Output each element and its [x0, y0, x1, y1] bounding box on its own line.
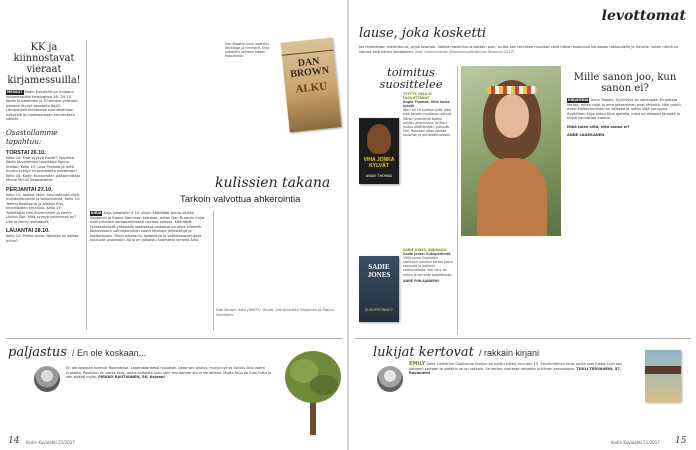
kulissien-body-text: Kirja julkaistiin 9.10. Kirjan kääntäjät Jorma-Veikko Sappinen ja Raimo Salminen kertovat, miten Dan Brownin kirjat ovat julkaistu samanaikaisesti useissa maissa. Kääntäjät työskentelivät yhteisellä salaisessa paikassa suurella kiireellä. Käännöksen valmistuminen vaatii tarkkoja järjestelyjä ja luottamusta. Tiiviis aikataulu, tietoturva ja vaitiolosopimukset kuuluvat prosessiin. Kirja on julkaistu suomeksi nimellä Alku. — [90, 211, 205, 242]
lause-quote — [359, 45, 689, 54]
tree-canopy-dark — [310, 375, 338, 395]
day-2-heading: PERJANTAI 27.10. — [6, 186, 53, 193]
section1-label: TYYTYY, JOKA EI LUOVUTTANUT — [403, 92, 432, 101]
kulissien-caption: Dan Brownin suuri odotettu lähitilaaja ja nimmarit. Kirja julkaistiin samaan aikaan maailmalla. — [225, 42, 270, 59]
day-3-heading: LAUANTAI 28.10. — [6, 228, 50, 234]
kulissien-subtitle: Tarkoin valvottua ahkerointia — [180, 194, 301, 205]
sadie-subtitle: SUKUPERINNÖT — [364, 308, 394, 312]
kk-intro — [6, 90, 82, 122]
left-footer: Kodin Kuvalehti 21/2017 — [26, 440, 75, 445]
interview-tag: KIRJAMINÄ — [568, 98, 589, 102]
day-1-text: Kello 14: Mitä syysyö tuolle?, tarjoilee Kodin Kuvalehden toimittaja Sanna Stellan. Kello 15: Liisa Pekkala ja mitä muuta syksyn kirjavuodelta odotetaan? Kello 16: Kodin Kuvalehden päätoimittaja Minna McGill haastattelee. — [6, 155, 80, 182]
kulissien-body — [90, 211, 210, 337]
section-divider-right — [355, 338, 691, 339]
right-footer: Kodin Kuvalehti 21/2017 — [611, 440, 660, 445]
toimitus-section-1 — [403, 92, 453, 137]
day-1 — [6, 150, 82, 183]
kk-title: KK ja kiinnostavat vieraat kirjamessuilla! — [7, 42, 81, 86]
sadie-title: SADIE JONES — [367, 263, 391, 279]
portrait-top — [477, 158, 547, 236]
right-page-number: 15 — [675, 436, 687, 446]
toimitus-title: toimitus suosittelee — [379, 65, 443, 91]
right-page — [349, 0, 696, 450]
lukijat-header — [373, 341, 539, 360]
toimitus-credit: ANNE PIHLAJANIEMI — [403, 278, 439, 283]
cover-title: ALKU — [294, 80, 328, 96]
portrait-photo — [461, 66, 561, 236]
column-divider-3 — [457, 66, 458, 334]
paljastus-quote-text: En ole koskaan lukenut Raamattua. Legendaarisesti haluaisin lukea sen joskus, mutta nyt se tuntuu liian isolta urakalta. Pasiinkin on paras teos, jonka kaltaista luen vain muutaman sivun kerrallaan. Mutta kirja on ihan tuttu ja sen sisältö myös. — [66, 366, 272, 379]
kk-tag: MESSUT — [7, 90, 23, 94]
kk-intro-text: Kodin Kuvalehti on mukana kirjamessuilla Helsingissä 26.–29.10. Kodin Kuvalehden ja ET-lehden yhteisen osaston löydyt osastolta 6g42. Lämpimästi tervetuloa kuuntelemaan esityksiä ja moikkaamaan toimituksen väkeä! — [6, 90, 78, 121]
lukijat-avatar — [377, 366, 403, 392]
paljastus-header — [8, 341, 146, 360]
program-title: Osastollamme tapahtuu: — [6, 127, 58, 146]
viha-title: VIHA JONKA KYLVÄT — [363, 157, 395, 169]
viha-book-cover — [359, 118, 399, 184]
interview-credit: ANNE LAUKKANEN — [567, 133, 605, 137]
section1-text: Starr on 16-vuotias tyttö, joka elää kahden maailman välissä. Hänen ystävänsä kuolee poliisin ampumana, ja Starr joutuu päättämään, puhuuko hän. Romaani ottaa kantaa rasismiin ja poliisiväkivaltaan. — [403, 108, 453, 137]
day-3 — [6, 228, 82, 243]
section2-author: Sadie Jones: Sukuperinnöt — [403, 252, 451, 257]
lause-credit: Anni Saukkoranta: Depressiopäiväkirjat (Kosmos 2017) — [415, 49, 515, 54]
kulissien-title: kulissien takana — [215, 175, 331, 191]
kulissien-tag: KIRJA — [91, 211, 102, 215]
section2-label: SADIE JONES, KIRJAILIJA — [403, 248, 447, 252]
left-page — [0, 0, 347, 450]
day-3-text: Kello 12: Pirkko Arola: Naisista on valtaa mihin? — [6, 234, 79, 243]
interview-quote: Mille sanon joo, kun sanon ei? — [573, 72, 677, 94]
emily-cover-band — [645, 366, 681, 374]
lukijat-subtitle: / rakkain kirjani — [478, 348, 539, 358]
toimitus-section-2 — [403, 248, 453, 283]
flower-crown — [487, 86, 537, 94]
interview-body-text: Anna Talpale, Syyllisyys on sananpää. Kirjoittaja kertoo, miten rajat ja oma jaksaminen ovat tärkeitä. Hän pohtii, miksi kieltäytyminen on vaikeaa ja miten siitä voi oppia. Syvällinen kirja antaa tilaa ajatella, mikä on oikeasti tärkeää ja mistä kannattaa luopua. — [567, 98, 682, 120]
header-word: levottomat — [601, 8, 686, 24]
paljastus-attribution: PIRKKO RAUTIAINEN, 58, Kajaani — [98, 375, 165, 379]
interview-highlight: Mikä tulee siitä, että sanoo ei? — [567, 124, 630, 129]
paljastus-avatar — [34, 366, 60, 392]
day-2 — [6, 187, 82, 225]
tree-illustration — [280, 345, 346, 435]
paljastus-subtitle: / En ole koskaan... — [72, 348, 147, 358]
cover-author: DAN BROWN — [289, 56, 330, 81]
day-1-heading: TORSTAI 26.10. — [6, 149, 46, 156]
column-divider-2 — [213, 211, 214, 331]
portrait-face — [495, 94, 529, 138]
lukijat-credit: TUULI TERVAHEIN, 57, Rovaniemi — [409, 366, 622, 375]
lukijat-text — [409, 362, 627, 376]
day-2-text: Kello 12: Jaakko Selin: Seurusteluta mitä, mahdollisuuksia ja toivomuksia. Kello 14: Teemu Keskisarja ja Aleksis Kivi, kirjailijoiden kirjailijat. Kello 15: Toimittajat Ulla Ahvenainen ja Henry Liukko-Sipi: Mitä syysyö lukeminen on? Ulla ja Henry vastaavat. — [6, 192, 81, 224]
kulissien-credit: Dan Brown: Alku (WSOY). Suom. Jorma-Veikko Sappinen ja Raimo Salminen. — [216, 308, 334, 317]
column-divider — [86, 40, 87, 330]
section1-author: Angie Thomas: Viha jonka kylvät — [403, 100, 450, 109]
section2-text: 1950-luvun Englantiin sijoittuva romaani kertoo pojan kasvusta ja perheen salaisuuksista. Sen sävy on vahva ja kerronta koskettavaa. — [403, 256, 453, 277]
emily-book-cover — [645, 350, 681, 402]
lukijat-name: EMILY — [409, 361, 426, 367]
cover-face — [367, 124, 391, 154]
paljastus-title: paljastus — [8, 345, 67, 360]
lukijat-body: Saint Catherine Cooksonin Emilyn on luettu sitten, kun olin 15. Ensimmäinen kirja, jonka sain lukea. Luin sen kahteen kertaan ja vieläkin se on rakkain. Se kertoo nuoresta naisesta ja hänen kasvustaan. — [409, 362, 623, 371]
lause-title: lause, joka kosketti — [359, 26, 487, 41]
lause-quote-text: Jos fahelletaan masentunut, pyysi Iosenon. Valkka masentunut osittain pian, mutta sen tarvitsee muuttaa vellä hänen osaltansa kanssaan rakkaudelle ja hänelle, kuten nämä ne voimat että hänen kohdalleen. — [359, 45, 679, 54]
cover-line — [282, 49, 334, 55]
kk-section — [6, 42, 82, 327]
section-divider — [6, 338, 342, 339]
interview-body — [567, 98, 685, 336]
dan-brown-book-cover — [280, 38, 341, 133]
lukijat-title: lukijat kertovat — [373, 345, 474, 360]
viha-author: ANGIE THOMAS — [365, 174, 393, 178]
paljastus-quote — [66, 366, 276, 380]
sadie-book-cover — [359, 256, 399, 322]
left-page-number: 14 — [8, 436, 20, 446]
